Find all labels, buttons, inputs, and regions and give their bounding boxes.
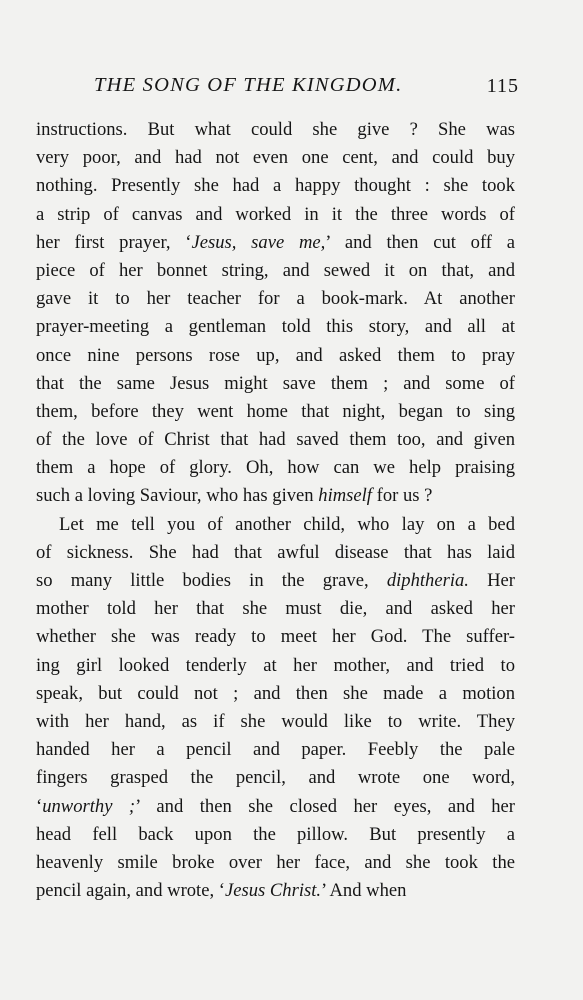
text-line xyxy=(36,370,515,398)
text-segment: head fell back upon the pillow. But presently a xyxy=(36,823,515,845)
text-line xyxy=(36,426,515,454)
text-line xyxy=(36,849,515,877)
text-line xyxy=(36,652,515,680)
text-segment: ‘ xyxy=(36,795,43,817)
text-line xyxy=(36,511,515,539)
text-segment: so many little bodies in the grave, xyxy=(36,570,387,591)
text-line xyxy=(36,764,515,792)
text-segment: piece of her bonnet string, and sewed it on that, and xyxy=(36,259,515,281)
text-segment: nothing. Presently she had a happy thought : she took xyxy=(36,175,515,197)
text-segment: of sickness. She had that awful disease that has laid xyxy=(36,541,515,563)
text-segment: gave it to her teacher for a book-mark. At another xyxy=(36,288,515,310)
text-line xyxy=(36,229,515,257)
text-segment: once nine persons rose up, and asked them to pray xyxy=(36,344,515,366)
text-line xyxy=(36,680,515,708)
text-line xyxy=(36,821,515,849)
italic-text: Jesus, save me, xyxy=(191,231,326,253)
text-line xyxy=(36,567,515,595)
text-segment: handed her a pencil and paper. Feebly the pale xyxy=(36,739,515,761)
text-line xyxy=(36,793,515,821)
text-segment: them, before they went home that night, began to sing xyxy=(36,400,515,422)
text-segment: for us ? xyxy=(371,485,433,507)
text-segment: with her hand, as if she would like to write. They xyxy=(36,710,515,732)
text-segment: of the love of Christ that had saved them too, and given xyxy=(36,429,515,451)
text-segment: such a loving Saviour, who has given xyxy=(36,485,319,507)
italic-text: unworthy ; xyxy=(42,795,136,817)
running-title: THE SONG OF THE KINGDOM. xyxy=(94,74,403,96)
text-segment: speak, but could not ; and then she made a motion xyxy=(36,682,515,704)
body-text xyxy=(36,116,515,905)
italic-text: diphtheria. xyxy=(386,570,469,591)
text-line xyxy=(36,708,515,736)
text-segment: mother told her that she must die, and asked her xyxy=(36,598,515,620)
text-segment: pencil again, and wrote, ‘ xyxy=(36,880,225,902)
text-segment: fingers grasped the pencil, and wrote one word, xyxy=(36,767,515,789)
text-segment: them a hope of glory. Oh, how can we help praising xyxy=(36,457,515,479)
text-line xyxy=(36,116,515,144)
text-segment: Her xyxy=(468,570,515,591)
text-line xyxy=(36,623,515,651)
text-line xyxy=(36,539,515,567)
page-number: 115 xyxy=(486,75,519,97)
text-segment: instructions. But what could she give ? She was xyxy=(36,119,515,140)
text-segment: ing girl looked tenderly at her mother, and tried to xyxy=(36,654,515,676)
text-segment: a strip of canvas and worked in it the three words of xyxy=(36,203,515,225)
text-line xyxy=(36,595,515,623)
text-line xyxy=(36,877,515,905)
text-line xyxy=(36,313,515,341)
text-segment: prayer-meeting a gentleman told this story, and all at xyxy=(36,316,515,338)
text-segment: Let me tell you of another child, who lay on a bed xyxy=(59,513,515,535)
text-segment: heavenly smile broke over her face, and she took the xyxy=(36,851,515,873)
text-segment: that the same Jesus might save them ; and some of xyxy=(36,372,515,394)
text-segment: very poor, and had not even one cent, and could buy xyxy=(36,147,515,169)
text-line xyxy=(36,342,515,370)
text-line xyxy=(36,285,515,313)
text-segment: her first prayer, ‘ xyxy=(36,231,192,253)
text-line xyxy=(36,201,515,229)
text-segment: ’ And when xyxy=(321,880,407,902)
italic-text: himself xyxy=(318,485,372,507)
italic-text: Jesus Christ. xyxy=(224,880,322,902)
text-line xyxy=(36,144,515,172)
text-line xyxy=(36,398,515,426)
text-line xyxy=(36,736,515,764)
text-segment: ’ and then cut off a xyxy=(325,231,515,253)
page-header xyxy=(36,74,519,104)
text-segment: whether she was ready to meet her God. The suffer- xyxy=(36,626,515,648)
text-line xyxy=(36,482,515,510)
text-segment: ’ and then she closed her eyes, and her xyxy=(135,795,515,817)
text-line xyxy=(36,257,515,285)
text-line xyxy=(36,172,515,200)
text-line xyxy=(36,454,515,482)
